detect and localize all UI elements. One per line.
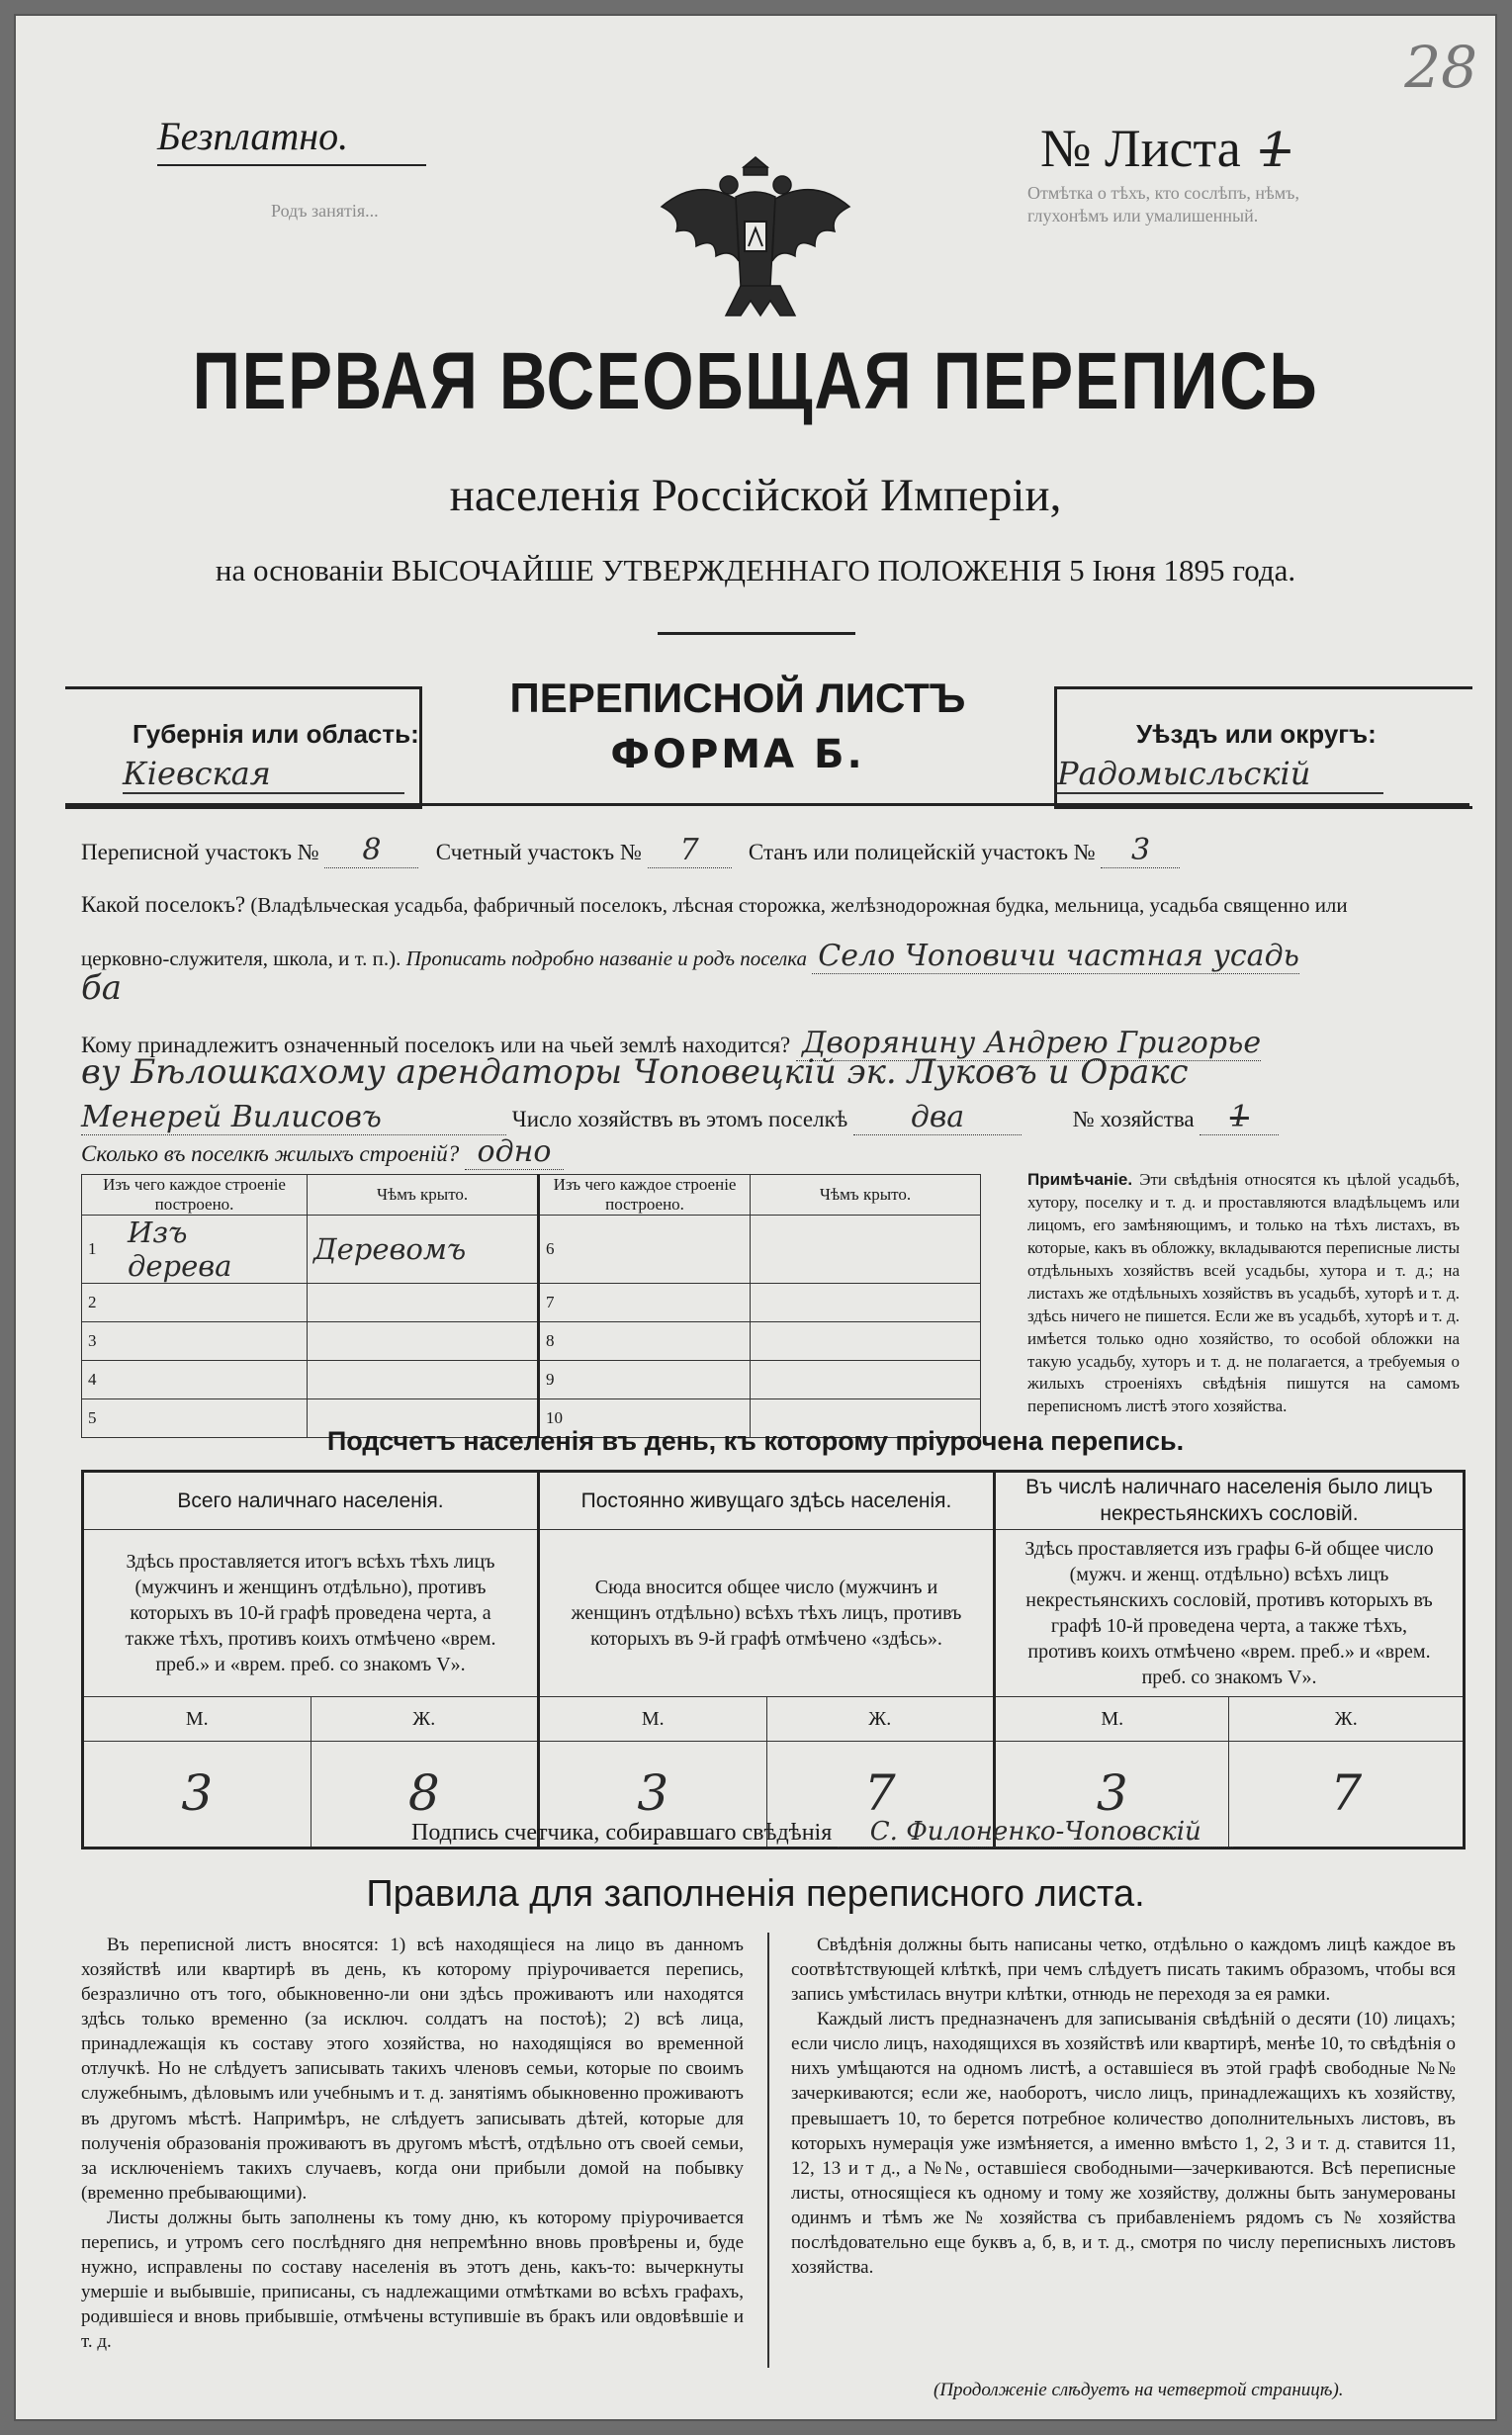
material-cell	[122, 1284, 308, 1322]
uezd-value: Радомысльскій	[1057, 755, 1383, 794]
settlement-hint-2: церковно-служителя, школа, и т. п.).	[81, 947, 401, 970]
continued-note: (Продолженіе слѣдуетъ на четвертой страницѣ).	[934, 2380, 1344, 2400]
signature-label: Подпись счетчика, собиравшаго свѣдѣнія	[411, 1820, 833, 1846]
row-number: 3	[82, 1322, 123, 1361]
settlement-value-1: Село Чоповичи частная усадь	[812, 939, 1299, 974]
material-cell	[122, 1361, 308, 1399]
free-underline	[157, 164, 426, 166]
roof-cell	[751, 1284, 981, 1322]
gubernia-box	[65, 686, 422, 809]
sections-line	[81, 833, 1180, 868]
col-roof-left: Чѣмъ крыто.	[308, 1175, 539, 1216]
census-section-label: Переписной участокъ №	[81, 840, 319, 864]
households-value: два	[853, 1100, 1022, 1135]
material-cell	[579, 1361, 750, 1399]
census-section-value: 8	[324, 833, 418, 868]
count-section-value: 7	[648, 833, 732, 868]
row-number: 2	[82, 1284, 123, 1322]
stan-label: Станъ или полицейскій участокъ №	[748, 840, 1096, 864]
owner-value-1: Дворянину Андрею Григорье	[796, 1026, 1261, 1061]
count-section-label: Счетный участокъ №	[435, 840, 642, 864]
population-col-total-header: Всего наличнаго населенія.	[83, 1472, 539, 1530]
population-col-nonpeasant-header: Въ числѣ наличнаго населенія было лицъ некрестьянскихъ сословій.	[995, 1472, 1465, 1530]
households-label: Число хозяйствъ въ этомъ поселкѣ	[511, 1107, 848, 1131]
male-label: М.	[539, 1696, 767, 1741]
stan-value: 3	[1101, 833, 1180, 868]
gubernia-value: Кіевская	[123, 755, 404, 794]
population-header-row	[83, 1472, 1465, 1530]
population-col-permanent-desc: Сюда вносится общее число (мужчинъ и женщинъ отдѣльно) всѣхъ тѣхъ лицъ, противъ которыхъ въ 9-й графѣ отмѣчено «здѣсь».	[539, 1529, 995, 1696]
rules-column-divider	[767, 1933, 769, 2368]
table-row	[82, 1361, 981, 1399]
title-divider	[658, 632, 855, 635]
buildings-line	[81, 1134, 564, 1170]
settlement-value-2: ба	[81, 968, 123, 1008]
region-divider	[65, 803, 1469, 806]
roof-cell	[308, 1361, 539, 1399]
gubernia-label: Губернія или область:	[133, 719, 419, 749]
col-roof-right: Чѣмъ крыто.	[751, 1175, 981, 1216]
buildings-table	[81, 1174, 981, 1438]
rules-right-paragraph: Каждый листъ предназначенъ для записыванія свѣдѣній о десяти (10) лицахъ; если число лицъ, находящихся въ хозяйствѣ или квартирѣ, менѣе 10, то свѣдѣнія о нихъ умѣщаются на одномъ листѣ, а оставшіеся въ этой графѣ свободные №№ зачеркиваются; если же, наоборотъ, число лицъ, принадлежащихъ къ хозяйству, превышаетъ 10, то берется потребное количество дополнительныхъ листовъ, въ которыхъ нумерація уже измѣняется, а именно вмѣсто 1, 2, 3 и т. д. ставится 11, 12, 13 и т д., а №№, оставшіеся свободными—зачеркиваются. Всѣ переписные листы, относящіеся къ одному и тому же хозяйству, должны быть занумерованы одинмъ и тѣмъ же № хозяйства съ прибавленіемъ рядомъ съ № хозяйства послѣдовательно еще буквъ а, б, в, и т. д., смотря по числу переписныхъ листовъ хозяйства.	[791, 2009, 1456, 2279]
roof-cell: Деревомъ	[308, 1216, 539, 1284]
sheet-title: ПЕРЕПИСНОЙ ЛИСТЪ	[509, 675, 966, 721]
nonpeasant-female-value: 7	[1229, 1741, 1465, 1848]
signature-value: С. Филоненко-Чоповскій	[838, 1817, 1233, 1848]
owner-label: Кому принадлежитъ означенный поселокъ или на чьей землѣ находится?	[81, 1033, 791, 1057]
row-number: 6	[539, 1216, 580, 1284]
roof-cell	[751, 1361, 981, 1399]
note-label: Примѣчаніе.	[1027, 1170, 1133, 1189]
population-col-total-desc: Здѣсь проставляется итогъ всѣхъ тѣхъ лицъ (мужчинъ и женщинъ отдѣльно), противъ которыхъ въ 10-й графѣ проведена черта, а также тѣхъ, противъ коихъ отмѣчено «врем. преб.» и «врем. преб. со знакомъ V».	[83, 1529, 539, 1696]
note-text: Эти свѣдѣнія относятся къ цѣлой усадьбѣ, хутору, поселку и т. д. и проставляются владѣльцемъ или лицомъ, его замѣняющимъ, и только на тѣхъ листахъ, въ которые, какъ въ обложку, вкладываются переписные листы отдѣльныхъ хозяйствъ всей усадьбы, хутора и т. д.; на листахъ же отдѣльныхъ хозяйствъ въ усадьбѣ, хуторѣ и т. д. здѣсь ничего не пишется. Если же въ усадьбѣ, хуторѣ и т. д. имѣется только одно хозяйство, то особой обложки на такую усадьбу, хуторъ и т. д. не полагается, а требуемыя о жилыхъ строеніяхъ свѣдѣнія пишутся на самомъ переписномъ листѣ этого хозяйства.	[1027, 1170, 1460, 1416]
bleed-through-text-left: Родъ занятія...	[271, 201, 379, 221]
uezd-label: Уѣздъ или округъ:	[1136, 719, 1377, 749]
roof-cell	[308, 1322, 539, 1361]
settlement-hint: (Владѣльческая усадьба, фабричный поселокъ, лѣсная сторожка, желѣзнодорожная будка, мельница, усадьба священно или	[250, 893, 1348, 917]
census-form-page	[14, 14, 1497, 2421]
female-label: Ж.	[311, 1696, 539, 1741]
sheet-number-label: № Листа	[1040, 119, 1241, 178]
population-col-permanent-header: Постоянно живущаго здѣсь населенія.	[539, 1472, 995, 1530]
row-number: 8	[539, 1322, 580, 1361]
table-row	[82, 1284, 981, 1322]
row-number: 1	[82, 1216, 123, 1284]
bleed-through-text-right: Отмѣтка о тѣхъ, кто сослѣпъ, нѣмъ, глухонѣмъ или умалишенный.	[1027, 183, 1299, 226]
nonpeasant-male-value: 3	[995, 1741, 1229, 1848]
col-material-left: Изъ чего каждое строеніе построено.	[82, 1175, 308, 1216]
permanent-male-value: 3	[539, 1741, 767, 1848]
form-title: ФОРМА Б.	[610, 732, 865, 777]
col-material-right: Изъ чего каждое строеніе построено.	[539, 1175, 751, 1216]
free-of-charge-label: Безплатно.	[157, 114, 349, 158]
settlement-label: Какой поселокъ?	[81, 892, 246, 917]
enumerator-signature-line	[411, 1817, 1233, 1848]
material-cell	[579, 1284, 750, 1322]
row-number: 4	[82, 1361, 123, 1399]
male-label: М.	[995, 1696, 1229, 1741]
archive-page-number: 28	[1404, 34, 1477, 101]
buildings-label: Сколько въ поселкѣ жилыхъ строеній?	[81, 1141, 460, 1166]
population-count-title: Подсчетъ населенія въ день, къ которому пріурочена перепись.	[326, 1426, 1185, 1456]
material-cell	[579, 1216, 750, 1284]
total-female-value: 8	[311, 1741, 539, 1848]
male-label: М.	[83, 1696, 311, 1741]
total-male-value: 3	[83, 1741, 311, 1848]
female-label: Ж.	[766, 1696, 995, 1741]
rules-left-paragraph: Въ переписной листъ вносятся: 1) всѣ находящіеся на лицо въ данномъ хозяйствѣ или квартирѣ въ день, къ которому пріурочивается перепись, безразлично отъ того, обыкновенно-ли они здѣсь проживаютъ или находятся здѣсь только временно (за исключ. солдатъ на постоѣ); 2) всѣ лица, принадлежащія къ составу этого хозяйства, но находящіяся во временной отлучкѣ. Но не слѣдуетъ записывать такихъ членовъ семьи, которые по своимъ служебнымъ, дѣловымъ или учебнымъ и т. д. занятіямъ обыкновенно проживаютъ въ другомъ мѣстѣ. Напримѣръ, не слѣдуетъ записывать дѣтей, которые для полученія образованія проживаютъ въ другомъ мѣстѣ, отдѣльно отъ своей семьи, за исключеніемъ такихъ случаевъ, когда они прибыли домой на побывку (временно пребывающими).	[81, 1935, 744, 2204]
roof-cell	[751, 1322, 981, 1361]
population-desc-row	[83, 1529, 1465, 1696]
settlement-hint-italic: Прописать подробно названіе и родъ поселка	[405, 947, 808, 970]
population-col-nonpeasant-desc: Здѣсь проставляется изъ графы 6-й общее число (мужч. и женщ. отдѣльно) всѣхъ лицъ некрестьянскихъ сословій, противъ которыхъ въ графѣ 10-й проведена черта, а также тѣхъ, противъ коихъ отмѣчено «врем. преб.» и «врем. преб. со знакомъ V».	[995, 1529, 1465, 1696]
permanent-female-value: 7	[766, 1741, 995, 1848]
female-label: Ж.	[1229, 1696, 1465, 1741]
rules-left-column	[81, 1933, 744, 2354]
material-cell	[579, 1322, 750, 1361]
rules-left-paragraph: Листы должны быть заполнены къ тому дню, къ которому пріурочивается перепись, и утромъ сего послѣдняго дня непремѣнно вновь провѣрены и, буде нужно, исправлены по составу населенія въ этотъ день, какъ-то: вычеркнуты умершіе и выбывшіе, приписаны, съ надлежащими отмѣтками во всѣхъ графахъ, родившіеся и вновь прибывшіе, отмѣчены вступившіе въ бракъ или овдовѣвшіе и т. д.	[81, 2207, 744, 2353]
household-no-label: № хозяйства	[1072, 1107, 1195, 1131]
row-number: 10	[539, 1399, 580, 1438]
population-table	[81, 1470, 1466, 1849]
decree-line: на основаніи ВЫСОЧАЙШЕ УТВЕРЖДЕННАГО ПОЛОЖЕНІЯ 5 Іюня 1895 года.	[215, 553, 1296, 587]
page-title: ПЕРВАЯ ВСЕОБЩАЯ ПЕРЕПИСЬ	[192, 336, 1319, 426]
buildings-value: одно	[465, 1134, 564, 1170]
owner-value-2: ву Бѣлошкахому арендаторы Чоповецкій эк. Луковъ и Оракс	[81, 1052, 1189, 1092]
material-cell	[122, 1322, 308, 1361]
settlement-line-2	[81, 939, 1299, 974]
roof-cell	[751, 1216, 981, 1284]
settlement-line	[81, 892, 1348, 918]
sheet-number	[1040, 118, 1290, 179]
household-no-value: 1	[1200, 1100, 1279, 1135]
table-row	[82, 1216, 981, 1284]
population-mf-row	[83, 1696, 1465, 1741]
sheet-number-value: 1	[1260, 123, 1290, 178]
uezd-box	[1054, 686, 1472, 809]
owner-value-3: Менерей Вилисовъ	[81, 1100, 506, 1135]
note-block	[1027, 1169, 1460, 1418]
row-number: 7	[539, 1284, 580, 1322]
row-number: 9	[539, 1361, 580, 1399]
rules-right-column	[791, 1933, 1456, 2280]
households-line	[81, 1100, 1279, 1135]
roof-cell	[308, 1284, 539, 1322]
imperial-eagle-emblem-icon	[642, 137, 869, 335]
material-cell: Изъ дерева	[122, 1216, 308, 1284]
row-number: 5	[82, 1399, 123, 1438]
page-subtitle: населенія Россійской Имперіи,	[449, 470, 1062, 521]
table-row	[82, 1322, 981, 1361]
rules-title: Правила для заполненія переписного листа.	[366, 1873, 1145, 1915]
rules-right-paragraph: Свѣдѣнія должны быть написаны четко, отдѣльно о каждомъ лицѣ каждое въ соотвѣтствующей клѣткѣ, при чемъ слѣдуетъ писать такимъ образомъ, чтобы вся запись умѣстилась внутри клѣтки, отнюдь не переходя за ея рамки.	[791, 1935, 1456, 2006]
buildings-table-header	[82, 1175, 981, 1216]
